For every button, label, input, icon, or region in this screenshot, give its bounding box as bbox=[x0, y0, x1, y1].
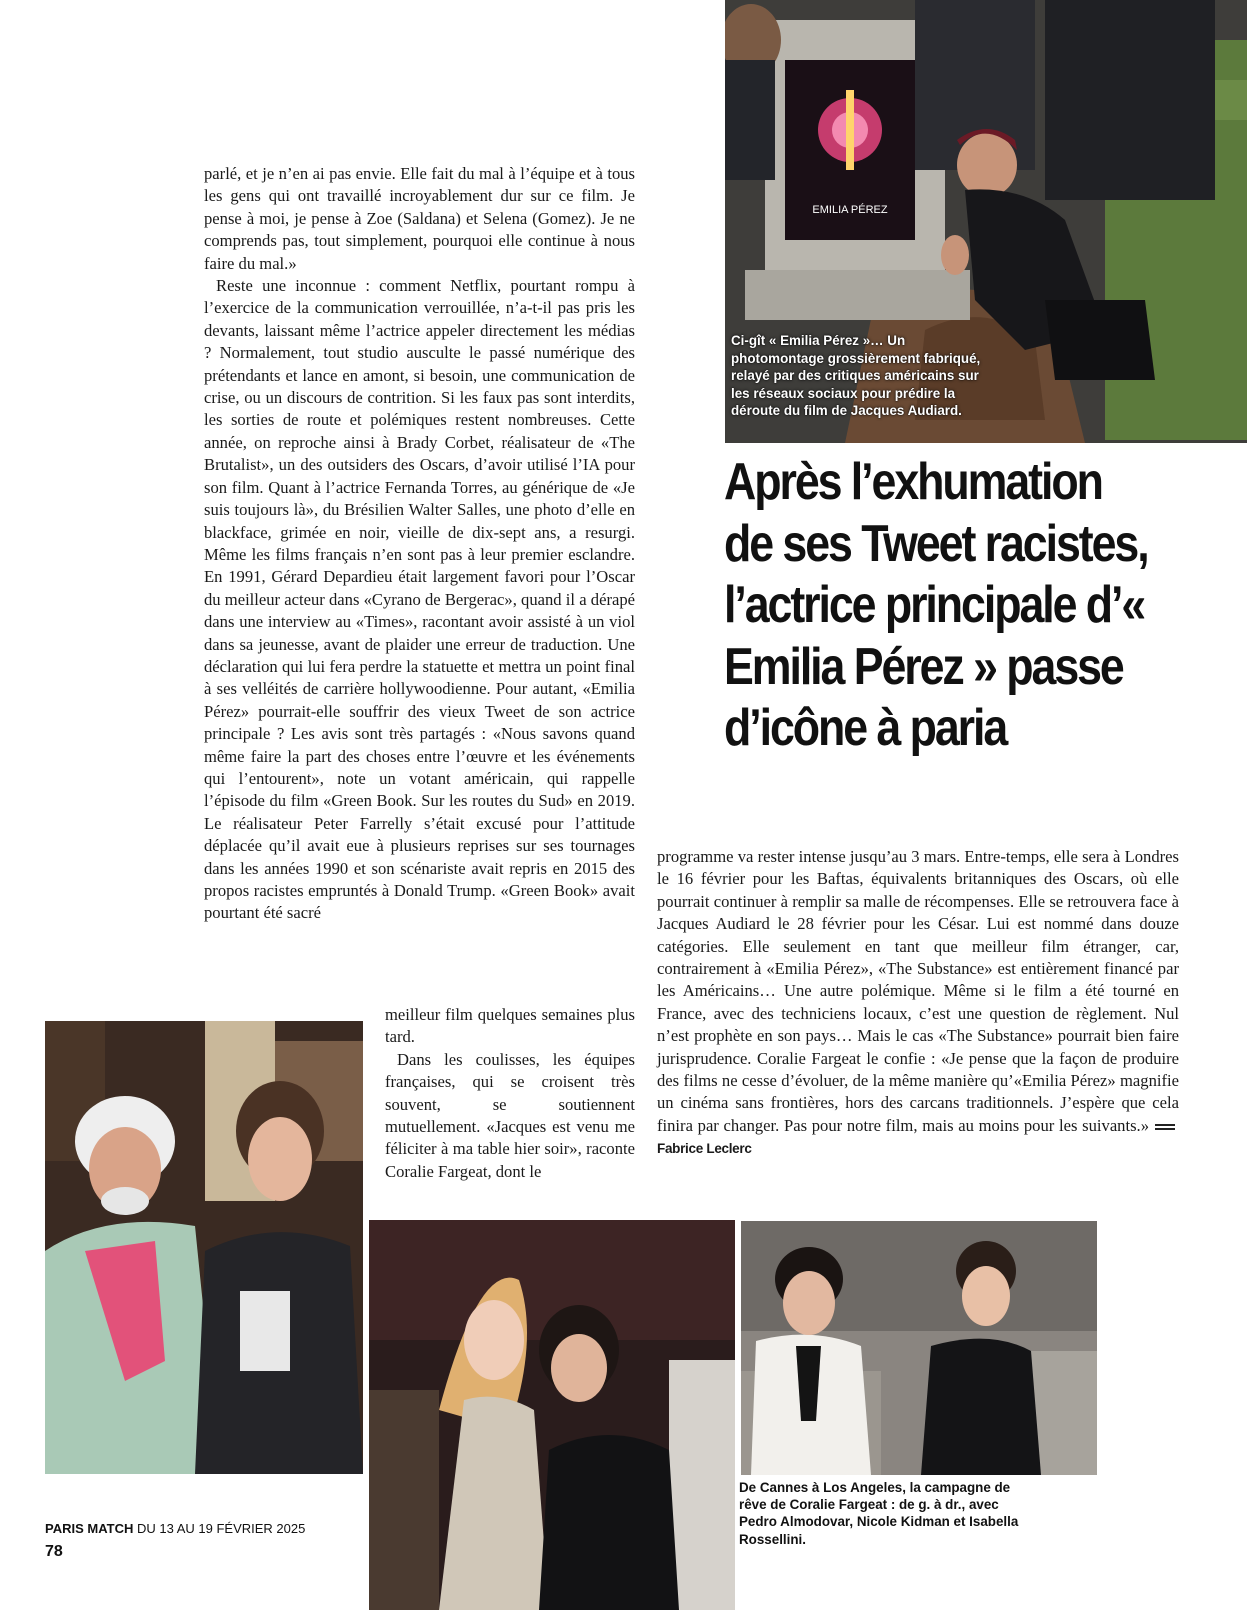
photo-almodovar-fargeat bbox=[45, 1021, 363, 1474]
paragraph: meilleur film quelques semaines plus tard. bbox=[385, 1005, 635, 1047]
page-number: 78 bbox=[45, 1543, 63, 1560]
bottom-photos-caption: De Cannes à Los Angeles, la campagne de rêve de Coralie Fargeat : de g. à dr., avec Pedro Almodovar, Nicole Kidman et Isabella Rossellini. bbox=[739, 1480, 1019, 1547]
article-column-left bbox=[204, 163, 635, 925]
poster-title: EMILIA PÉREZ bbox=[812, 204, 888, 216]
author-byline: Fabrice Leclerc bbox=[657, 1141, 752, 1157]
paragraph: Reste une inconnue : comment Netflix, pourtant rompu à l’exercice de la communication verrouillée, n’a-t-il pas pris les devants, laissant même l’actrice appeler directement les médias ? Normalement, tout studio ausculte le passé numérique des prétendants et lance en amont, si besoin, une communication de crise, ou un discours de contrition. Si les faux pas sont interdits, les sorties de route et polémiques restent nombreuses. Cette année, on reproche ainsi à Brady Corbet, réalisateur de «The Brutalist», un des outsiders des Oscars, d’avoir utilisé l’IA pour son film. Quant à l’actrice Fernanda Torres, au générique de «Je suis toujours là», du Brésilien Walter Salles, une photo d’elle en blackface, grimée en noir, vieille de dix-sept ans, a resurgi. Même les films français n’en sont pas à leur premier esclandre. En 1991, Gérard Depardieu était largement favori pour l’Oscar du meilleur acteur dans «Cyrano de Bergerac», quand il a dérapé dans une interview au «Times», racontant avoir assisté à un viol dans sa jeunesse, avant de plaider une erreur de traduction. Une déclaration qui lui fera perdre la statuette et mettra un point final à ses velléités de carrière hollywoodienne. Pour autant, «Emilia Pérez» pourrait-elle souffrir des vieux Tweet de son actrice principale ? Les avis sont très partagés : «Nous savons quand même faire la part des choses entre l’œuvre et les événements qui l’entourent», note un votant américain, qui rappelle l’épisode du film «Green Book. Sur les routes du Sud» en 2019. Le réalisateur Peter Farrelly s’était excusé pour l’attitude déplacée qu’il avait eue à plusieurs reprises sur ses tournages dans les années 1990 et son scénariste avait repris en 2015 des propos racistes empruntés à Donald Trump. «Green Book» avait pourtant été sacré bbox=[204, 276, 635, 923]
headline: Après l’exhumation de ses Tweet racistes, l’actrice principale d’« Emilia Pérez » passe d’icône à paria bbox=[724, 453, 1148, 757]
paragraph: parlé, et je n’en ai pas envie. Elle fait du mal à l’équipe et à tous les gens qui ont travaillé incroyablement dur sur ce film. Je pense à moi, je pense à Zoe (Saldana) et Selena (Gomez). Je ne comprends pas, tout simplement, pourquoi elle continue à nous faire du mal.» bbox=[204, 164, 635, 273]
article-column-right bbox=[657, 846, 1179, 1161]
photo-kidman-fargeat bbox=[369, 1220, 735, 1610]
paragraph: Dans les coulisses, les équipes françaises, qui se croisent très souvent, se soutiennent mutuellement. «Jacques est venu me féliciter à ma table hier soir», raconte Coralie Fargeat, dont le bbox=[385, 1049, 635, 1181]
magazine-name: PARIS MATCH bbox=[45, 1521, 134, 1536]
paragraph: programme va rester intense jusqu’au 3 mars. Entre-temps, elle sera à Londres le 16 février pour les Baftas, équivalents britanniques des Oscars, où elle pourrait continuer à remplir sa malle de récompenses. Elle se retrouvera face à Jacques Audiard le 28 février pour les César. Lui est nommé dans douze catégories. Elle seulement en tant que meilleur film étranger, car, contrairement à «Emilia Pérez», «The Substance» est entièrement financé par les Américains… Une autre polémique. Même si le film a été tourné en France, avec des techniciens locaux, c’est une question de règlement. Nul n’est prophète en son pays… Mais le cas «The Substance» pourrait bien faire jurisprudence. Coralie Fargeat le confie : «Je pense que la façon de produire des films ne cesse d’évoluer, de la même manière qu’«Emilia Pérez» magnifie un cinéma sans frontières, hors des carcans traditionnels. J’espère que cela finira par changer. Pas pour notre film, mais au moins pour les suivants.» bbox=[657, 847, 1179, 1135]
footer-issue bbox=[45, 1521, 305, 1536]
top-photo-caption: Ci-gît « Emilia Pérez »… Un photomontage grossièrement fabriqué, relayé par des critiques américains sur les réseaux sociaux pour prédire la déroute du film de Jacques Audiard. bbox=[731, 333, 981, 419]
author-separator bbox=[1155, 1124, 1175, 1130]
photo-rossellini-fargeat bbox=[741, 1221, 1097, 1475]
issue-dates: DU 13 AU 19 FÉVRIER 2025 bbox=[136, 1521, 306, 1536]
article-column-middle bbox=[385, 1004, 635, 1183]
